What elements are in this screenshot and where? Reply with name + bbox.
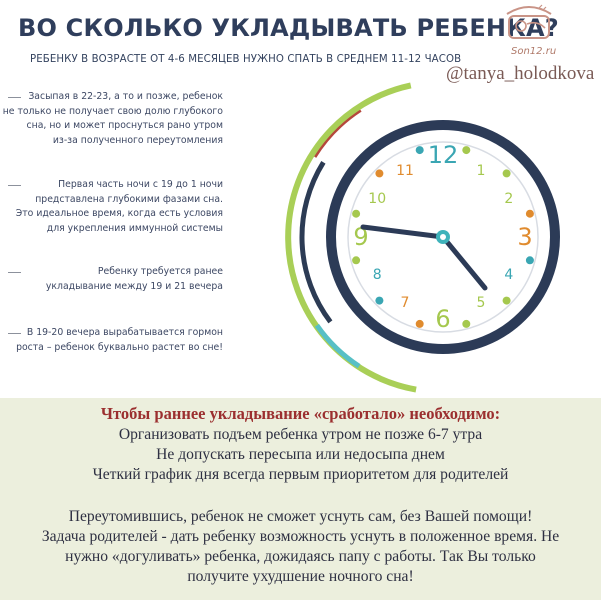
advice-message-line: получите ухудшение ночного сна! [187,568,414,585]
fact-line: Это идеальное время, когда есть условия [15,208,223,220]
clock-dot [352,256,360,264]
advice-message-line: Задача родителей - дать ребенку возможность уснуть в положенное время. Не [41,528,560,545]
clock-dot [375,169,383,177]
clock-number: 7 [400,294,410,311]
clock-dot [526,210,534,218]
advice-tip: Не допускать пересыпа или недосыпа днем [156,446,445,463]
advice-message-line: Переутомившись, ребенок не сможет уснуть сам, без Вашей помощи! [68,508,533,525]
fact-line: из-за полученного переутомления [52,134,223,146]
clock-dot [416,320,424,328]
fact-line: Ребенку требуется ранее [97,266,223,277]
page-subtitle: РЕБЕНКУ В ВОЗРАСТЕ ОТ 4-6 МЕСЯЦЕВ НУЖНО СПАТЬ В СРЕДНЕМ 11-12 ЧАСОВ [30,54,462,65]
advice-message-line: нужно «догуливать» ребенка, дожидаясь папу с работы. Так Вы только [65,548,536,565]
clock-dot [503,169,511,177]
author-handle: @tanya_holodkova [446,63,595,84]
clock-number: 2 [504,191,514,207]
clock-number: 12 [427,141,459,169]
clock-dot [462,146,470,154]
fact-line: не только не получает свою долю глубокого [2,105,223,117]
clock-number: 1 [476,163,486,180]
clock-dot [416,146,424,154]
clock-number: 3 [517,223,533,251]
clock-dot [375,297,383,305]
clock-number: 11 [396,163,414,180]
fact-line: для укрепления иммунной системы [46,222,223,234]
clock-number: 5 [476,294,486,311]
advice-heading: Чтобы раннее укладывание «сработало» необходимо: [100,404,501,423]
clock-number: 8 [372,267,382,283]
fact-line: Первая часть ночи с 19 до 1 ночи [58,179,223,190]
advice-tip: Четкий график дня всегда первым приоритетом для родителей [92,466,509,483]
clock-dot [503,297,511,305]
clock-number: 4 [504,267,514,283]
advice-tip: Организовать подъем ребенка утром не позже 6-7 утра [118,426,483,443]
clock-number: 9 [353,223,369,251]
late-bedtime-arc [314,110,360,157]
clock-dot [352,210,360,218]
clock-dot [526,256,534,264]
advice-panel [0,398,601,600]
fact-line: сна, но и может проснуться рано утром [26,120,223,132]
clock-number: 10 [368,191,387,207]
clock-dot [462,320,470,328]
fact-line: роста – ребенок буквально растет во сне! [16,341,223,353]
fact-line: В 19-20 вечера вырабатывается гормон [26,327,223,338]
fact-line: Засыпая в 22-23, а то и позже, ребенок [28,91,223,102]
clock-center-dot [440,234,446,240]
fact-line: укладывание между 19 и 21 вечера [45,280,223,292]
clock-number: 6 [435,305,451,333]
growth-hormone-arc [317,325,359,366]
logo-text: Son12.ru [511,46,557,57]
page-title: ВО СКОЛЬКО УКЛАДЫВАТЬ РЕБЕНКА? [18,14,559,42]
fact-line: представлена глубокими фазами сна. [35,193,223,205]
